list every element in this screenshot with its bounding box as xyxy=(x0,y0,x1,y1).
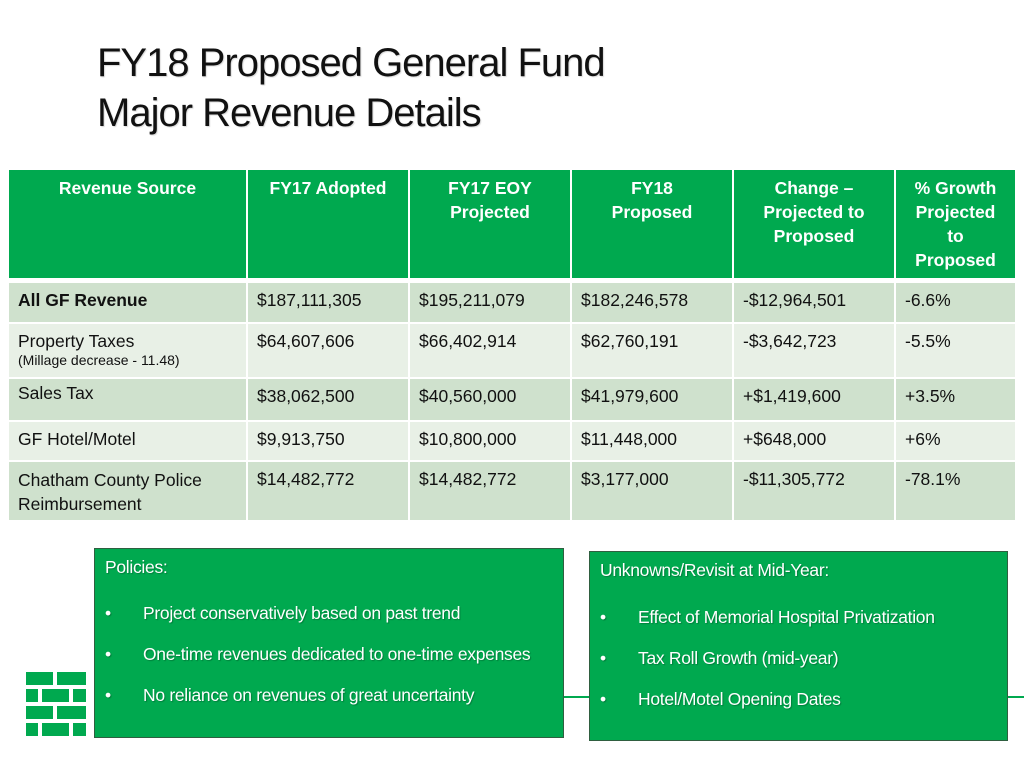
slide-title xyxy=(97,38,605,138)
title-line-2: Major Revenue Details xyxy=(97,91,481,135)
header-growth: % Growth Projected to Proposed xyxy=(895,170,1015,280)
bullet: • xyxy=(600,607,606,627)
row-source: All GF Revenue xyxy=(9,280,247,323)
table-row xyxy=(9,323,1015,378)
row-source-note: (Millage decrease - 11.48) xyxy=(18,352,180,368)
row-fy17-adopted: $64,607,606 xyxy=(247,323,409,378)
row-source: Property Taxes xyxy=(18,331,135,351)
row-fy17-eoy: $14,482,772 xyxy=(409,461,571,520)
header-fy17-adopted: FY17 Adopted xyxy=(247,170,409,280)
list-item xyxy=(590,688,1007,711)
row-change: +$1,419,600 xyxy=(733,378,895,421)
row-fy18-proposed: $62,760,191 xyxy=(571,323,733,378)
row-growth: +3.5% xyxy=(895,378,1015,421)
bullet: • xyxy=(600,648,606,668)
header-change: Change – Projected to Proposed xyxy=(733,170,895,280)
list-item-text: Hotel/Motel Opening Dates xyxy=(638,689,841,709)
header-fy17-eoy-projected: FY17 EOY Projected xyxy=(409,170,571,280)
revenue-table xyxy=(9,170,1015,520)
row-fy17-adopted: $9,913,750 xyxy=(247,421,409,461)
table-row xyxy=(9,461,1015,520)
list-item xyxy=(95,684,563,707)
row-fy17-adopted: $187,111,305 xyxy=(247,280,409,323)
row-growth: -78.1% xyxy=(895,461,1015,520)
bullet: • xyxy=(105,603,111,623)
row-fy18-proposed: $3,177,000 xyxy=(571,461,733,520)
row-fy18-proposed: $182,246,578 xyxy=(571,280,733,323)
policies-heading: Policies: xyxy=(105,557,168,577)
list-item xyxy=(590,606,1007,629)
bullet: • xyxy=(105,685,111,705)
list-item xyxy=(95,602,563,625)
row-source-cell xyxy=(9,323,247,378)
header-fy18-proposed: FY18 Proposed xyxy=(571,170,733,280)
row-fy17-adopted: $38,062,500 xyxy=(247,378,409,421)
row-fy18-proposed: $41,979,600 xyxy=(571,378,733,421)
table-row xyxy=(9,378,1015,421)
table-header-row xyxy=(9,170,1015,280)
row-source: GF Hotel/Motel xyxy=(9,421,247,461)
bullet: • xyxy=(600,689,606,709)
row-growth: -6.6% xyxy=(895,280,1015,323)
row-change: +$648,000 xyxy=(733,421,895,461)
row-source: Sales Tax xyxy=(9,378,247,421)
table-row xyxy=(9,280,1015,323)
row-change: -$3,642,723 xyxy=(733,323,895,378)
row-fy17-adopted: $14,482,772 xyxy=(247,461,409,520)
list-item-text: Project conservatively based on past trend xyxy=(143,603,461,623)
row-fy18-proposed: $11,448,000 xyxy=(571,421,733,461)
unknowns-list xyxy=(590,606,1007,729)
list-item-text: Effect of Memorial Hospital Privatization xyxy=(638,607,935,627)
policies-list xyxy=(95,602,563,725)
table-row xyxy=(9,421,1015,461)
unknowns-box xyxy=(589,551,1008,741)
row-growth: +6% xyxy=(895,421,1015,461)
unknowns-heading: Unknowns/Revisit at Mid-Year: xyxy=(600,560,829,580)
bullet: • xyxy=(105,644,111,664)
brick-wall-icon xyxy=(26,672,86,736)
row-fy17-eoy: $195,211,079 xyxy=(409,280,571,323)
title-line-1: FY18 Proposed General Fund xyxy=(97,41,605,85)
policies-box xyxy=(94,548,564,738)
list-item xyxy=(95,643,563,666)
row-source: Chatham County Police Reimbursement xyxy=(9,461,247,520)
list-item xyxy=(590,647,1007,670)
row-change: -$11,305,772 xyxy=(733,461,895,520)
header-revenue-source: Revenue Source xyxy=(9,170,247,280)
list-item-text: One-time revenues dedicated to one-time expenses xyxy=(143,644,531,664)
list-item-text: No reliance on revenues of great uncertainty xyxy=(143,685,475,705)
row-fy17-eoy: $10,800,000 xyxy=(409,421,571,461)
list-item-text: Tax Roll Growth (mid-year) xyxy=(638,648,839,668)
row-growth: -5.5% xyxy=(895,323,1015,378)
row-fy17-eoy: $40,560,000 xyxy=(409,378,571,421)
row-fy17-eoy: $66,402,914 xyxy=(409,323,571,378)
row-change: -$12,964,501 xyxy=(733,280,895,323)
